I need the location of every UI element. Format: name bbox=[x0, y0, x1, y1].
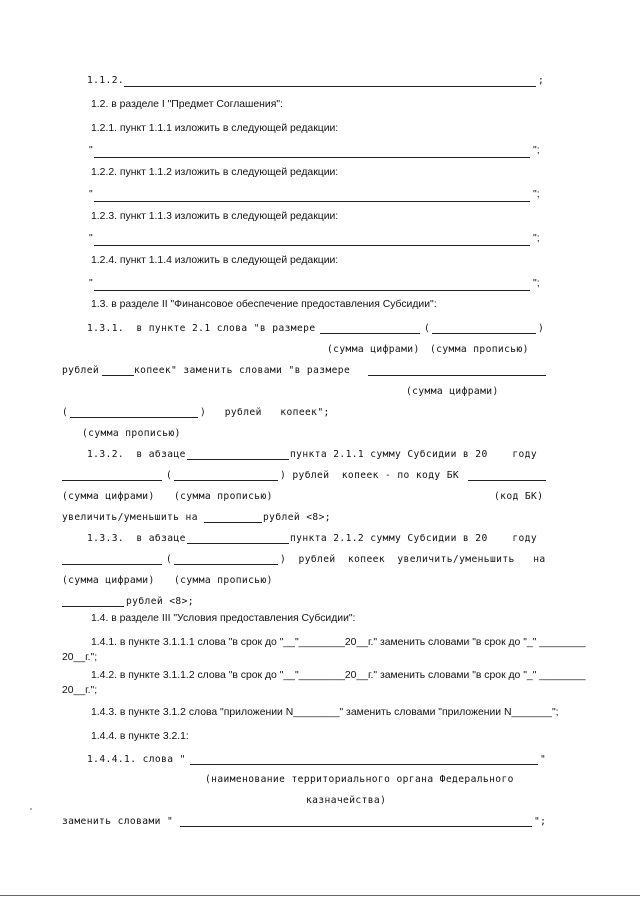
hint-sum-digits: (сумма цифрами) bbox=[327, 344, 420, 355]
clause-1-4-3: 1.4.3. в пункте 3.1.2 слова "приложении N________" заменить словами "приложении N_______"; bbox=[91, 707, 559, 718]
blank-line bbox=[62, 480, 162, 481]
blank-line bbox=[94, 157, 530, 158]
blank-line bbox=[174, 564, 278, 565]
scan-speck bbox=[30, 808, 32, 810]
increase-decrease: увеличить/уменьшить на bbox=[62, 512, 198, 523]
semicolon: ; bbox=[538, 75, 545, 86]
blank-line bbox=[124, 86, 536, 87]
close-quote: "; bbox=[534, 816, 547, 827]
rubles-kbk-text: ) рублей копеек - по коду БК bbox=[280, 470, 460, 481]
clause-1-3-1: 1.3.1. в пункте 2.1 слова "в размере bbox=[87, 323, 316, 334]
clause-1-2-3: 1.2.3. пункт 1.1.3 изложить в следующей редакции: bbox=[91, 211, 339, 222]
hint-sum-digits: (сумма цифрами) bbox=[406, 386, 499, 397]
hint-treasury: казначейства) bbox=[306, 795, 387, 806]
rubles-footnote: рублей <8>; bbox=[263, 512, 331, 523]
rubles-change-text: ) рублей копеек увеличить/уменьшить на bbox=[280, 554, 546, 565]
close-quote: "; bbox=[533, 278, 540, 289]
open-quote: " bbox=[89, 233, 93, 244]
hint-sum-digits: (сумма цифрами) bbox=[62, 575, 155, 586]
close-quote: " bbox=[540, 754, 547, 765]
paren-open: ( bbox=[62, 407, 69, 418]
blank-line bbox=[190, 764, 538, 765]
paren-open: ( bbox=[166, 470, 173, 481]
clause-1-4: 1.4. в разделе III "Условия предоставления Субсидии": bbox=[91, 613, 356, 624]
clause-1-2-1: 1.2.1. пункт 1.1.1 изложить в следующей редакции: bbox=[91, 123, 339, 134]
clause-1-4-2: 1.4.2. в пункте 3.1.1.2 слова "в срок до "__"________20__г." заменить словами "в срок до "_" ________ bbox=[91, 670, 586, 681]
hint-sum-words: (сумма прописью) bbox=[430, 344, 529, 355]
blank-line bbox=[70, 417, 198, 418]
close-quote: "; bbox=[533, 189, 540, 200]
blank-line bbox=[180, 826, 532, 827]
blank-line bbox=[432, 333, 536, 334]
rubles-footnote: рублей <8>; bbox=[126, 596, 194, 607]
clause-1-4-4: 1.4.4. в пункте 3.2.1: bbox=[91, 731, 189, 742]
clause-1-4-1: 1.4.1. в пункте 3.1.1.1 слова "в срок до "__"________20__г." заменить словами "в срок до "_" ________ bbox=[91, 637, 586, 648]
clause-1-3-3: 1.3.3. в абзаце bbox=[87, 533, 186, 544]
blank-line bbox=[320, 333, 420, 334]
clause-1-3: 1.3. в разделе II "Финансовое обеспечение предоставления Субсидии": bbox=[91, 299, 437, 310]
clause-1-3-2: 1.3.2. в абзаце bbox=[87, 449, 186, 460]
blank-line bbox=[62, 606, 124, 607]
clause-1-4-4-1: 1.4.4.1. слова " bbox=[87, 754, 186, 765]
hint-sum-words: (сумма прописью) bbox=[82, 428, 181, 439]
clause-1-1-2: 1.1.2. bbox=[87, 75, 125, 86]
paren-close: ) bbox=[538, 323, 545, 334]
replace-with: заменить словами " bbox=[62, 816, 174, 827]
hint-sum-words: (сумма прописью) bbox=[174, 491, 273, 502]
rubles-label: рублей bbox=[62, 365, 100, 376]
hint-sum-words: (сумма прописью) bbox=[174, 575, 273, 586]
hint-sum-digits: (сумма цифрами) bbox=[62, 491, 155, 502]
hint-territorial-body: (наименование территориального органа Федерального bbox=[205, 774, 514, 785]
hint-kbk: (код БК) bbox=[494, 491, 544, 502]
blank-line bbox=[94, 201, 530, 202]
blank-line bbox=[174, 480, 278, 481]
page-bottom-edge bbox=[0, 895, 640, 896]
blank-line bbox=[62, 564, 162, 565]
open-quote: " bbox=[89, 145, 93, 156]
clause-1-3-3-text: пункта 2.1.2 сумму Субсидии в 20 году bbox=[290, 533, 538, 544]
rubles-kopecks: ) рублей копеек"; bbox=[200, 407, 330, 418]
open-quote: " bbox=[89, 189, 93, 200]
blank-line bbox=[94, 245, 530, 246]
blank-line bbox=[187, 459, 289, 460]
kopecks-replace: копеек" заменить словами "в размере bbox=[134, 365, 351, 376]
close-quote: "; bbox=[533, 145, 540, 156]
clause-1-2-4: 1.2.4. пункт 1.1.4 изложить в следующей редакции: bbox=[91, 255, 339, 266]
open-quote: " bbox=[89, 278, 93, 289]
blank-line bbox=[94, 290, 530, 291]
blank-line bbox=[368, 375, 546, 376]
clause-1-4-1-cont: 20__г."; bbox=[62, 652, 98, 663]
blank-line bbox=[204, 522, 262, 523]
blank-line bbox=[187, 543, 289, 544]
blank-line bbox=[102, 375, 134, 376]
blank-line bbox=[468, 480, 546, 481]
paren-open: ( bbox=[166, 554, 173, 565]
clause-1-4-2-cont: 20__г."; bbox=[62, 685, 98, 696]
clause-1-2: 1.2. в разделе I "Предмет Соглашения": bbox=[91, 99, 283, 110]
paren-open: ( bbox=[424, 323, 431, 334]
clause-1-2-2: 1.2.2. пункт 1.1.2 изложить в следующей редакции: bbox=[91, 167, 339, 178]
clause-1-3-2-text: пункта 2.1.1 сумму Субсидии в 20 году bbox=[290, 449, 538, 460]
close-quote: "; bbox=[533, 233, 540, 244]
